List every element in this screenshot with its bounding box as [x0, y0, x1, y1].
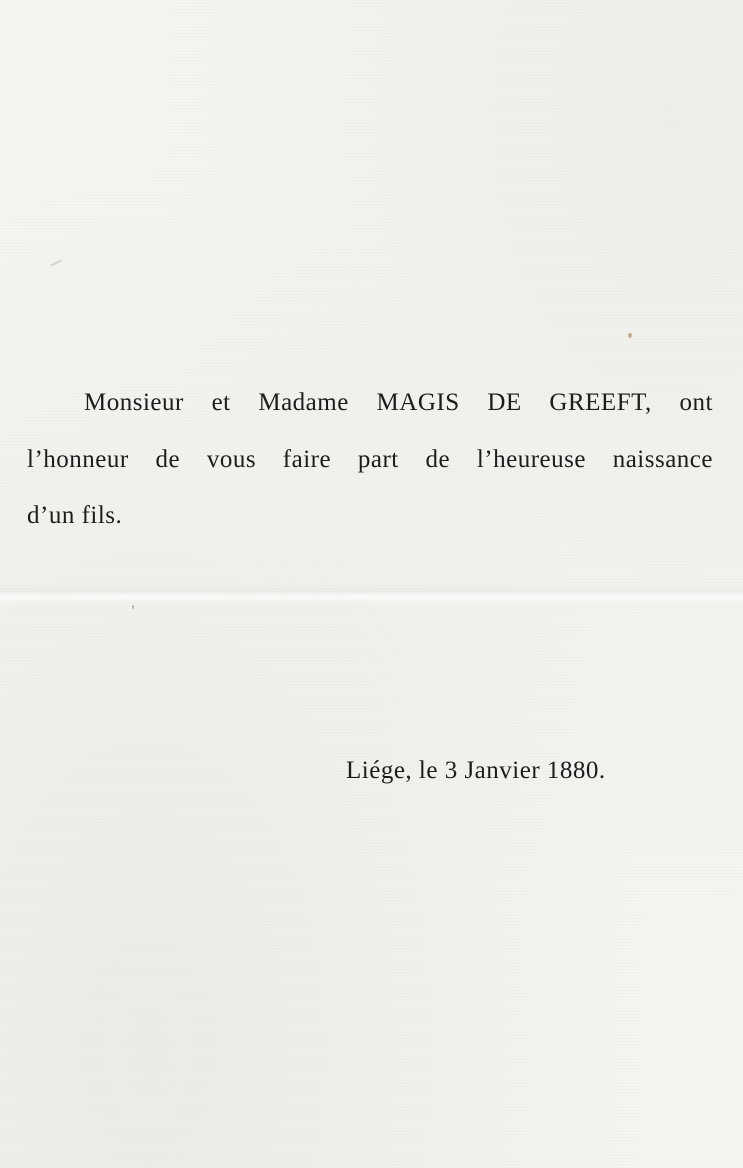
announcement-line-3: d’un fils. [27, 502, 123, 529]
word: faire [282, 446, 332, 473]
word: de [425, 446, 451, 473]
word: et [211, 389, 231, 416]
paper-speck [132, 605, 134, 609]
word: Monsieur [84, 389, 184, 416]
place-and-date: Liége, le 3 Janvier 1880. [346, 757, 606, 784]
word: de [155, 446, 181, 473]
word: naissance [612, 446, 713, 473]
paper-speck [628, 333, 632, 338]
word: ont [679, 389, 713, 416]
paper-fold-crease [0, 584, 743, 606]
word: vous [206, 446, 257, 473]
word: DE [487, 389, 522, 416]
announcement-line-2 [27, 446, 713, 474]
word: MAGIS [376, 389, 460, 416]
announcement-line-1 [84, 389, 713, 417]
word: l’honneur [27, 446, 129, 473]
word: GREEFT, [549, 389, 652, 416]
word: part [357, 446, 399, 473]
word: Madame [258, 389, 349, 416]
paper-speck [50, 260, 62, 267]
word: l’heureuse [476, 446, 586, 473]
